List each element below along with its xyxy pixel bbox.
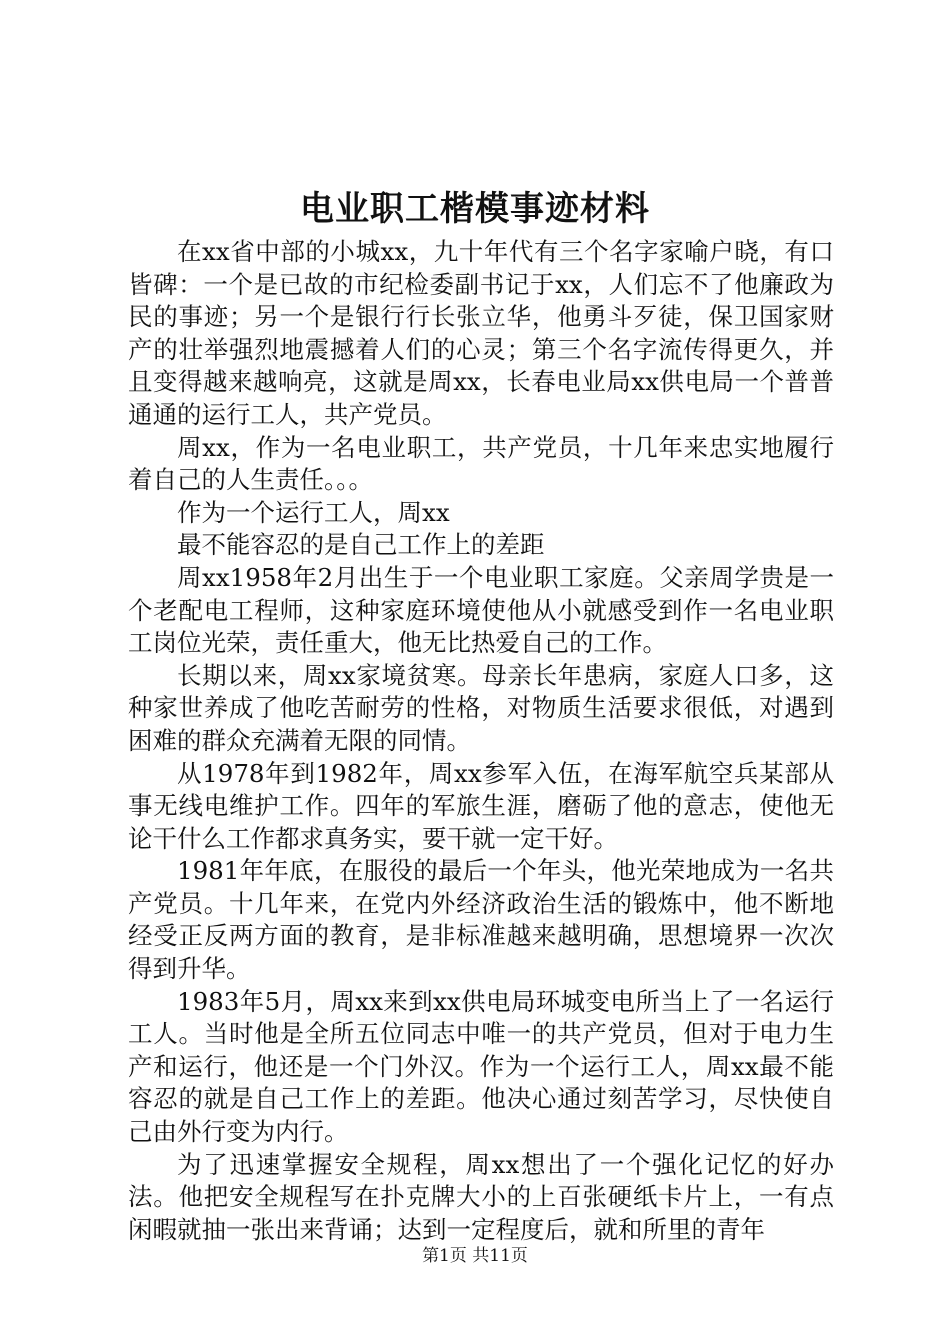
paragraph: 在xx省中部的小城xx，九十年代有三个名字家喻户晓，有口皆碑：一个是已故的市纪检委副书记于xx，人们忘不了他廉政为民的事迹；另一个是银行行长张立华，他勇斗歹徒，保卫国家财产的壮举强烈地震撼着人们的心灵；第三个名字流传得更久，并且变得越来越响亮，这就是周xx，长春电业局xx供电局一个普普通通的运行工人，共产党员。 xyxy=(128,237,834,429)
paragraph: 1983年5月，周xx来到xx供电局环城变电所当上了一名运行工人。当时他是全所五位同志中唯一的共产党员，但对于电力生产和运行，他还是一个门外汉。作为一个运行工人，周xx最不能容忍的就是自己工作上的差距。他决心通过刻苦学习，尽快使自己由外行变为内行。 xyxy=(128,986,834,1147)
paragraph: 周xx1958年2月出生于一个电业职工家庭。父亲周学贵是一个老配电工程师，这种家庭环境使他从小就感受到作一名电业职工岗位光荣，责任重大，他无比热爱自己的工作。 xyxy=(128,562,834,658)
paragraph: 长期以来，周xx家境贫寒。母亲长年患病，家庭人口多，这种家世养成了他吃苦耐劳的性格，对物质生活要求很低，对遇到困难的群众充满着无限的同情。 xyxy=(128,660,834,755)
paragraph: 从1978年到1982年，周xx参军入伍，在海军航空兵某部从事无线电维护工作。四年的军旅生涯，磨砺了他的意志，使他无论干什么工作都求真务实，要干就一定干好。 xyxy=(128,758,834,853)
paragraph: 1981年年底，在服役的最后一个年头，他光荣地成为一名共产党员。十几年来，在党内外经济政治生活的锻炼中，他不断地经受正反两方面的教育，是非标准越来越明确，思想境界一次次得到升华。 xyxy=(128,856,834,984)
paragraph: 周xx，作为一名电业职工，共产党员，十几年来忠实地履行着自己的人生责任。。。 xyxy=(128,432,834,495)
page-number-footer: 第1页 共11页 xyxy=(422,1246,528,1266)
document-body xyxy=(128,236,834,1246)
document-title: 电业职工楷模事迹材料 xyxy=(300,189,650,229)
paragraph: 作为一个运行工人，周xx xyxy=(177,497,450,527)
paragraph: 为了迅速掌握安全规程，周xx想出了一个强化记忆的好办法。他把安全规程写在扑克牌大小的上百张硬纸卡片上，一有点闲暇就抽一张出来背诵；达到一定程度后，就和所里的青年 xyxy=(128,1149,834,1244)
paragraph: 最不能容忍的是自己工作上的差距 xyxy=(177,530,545,560)
